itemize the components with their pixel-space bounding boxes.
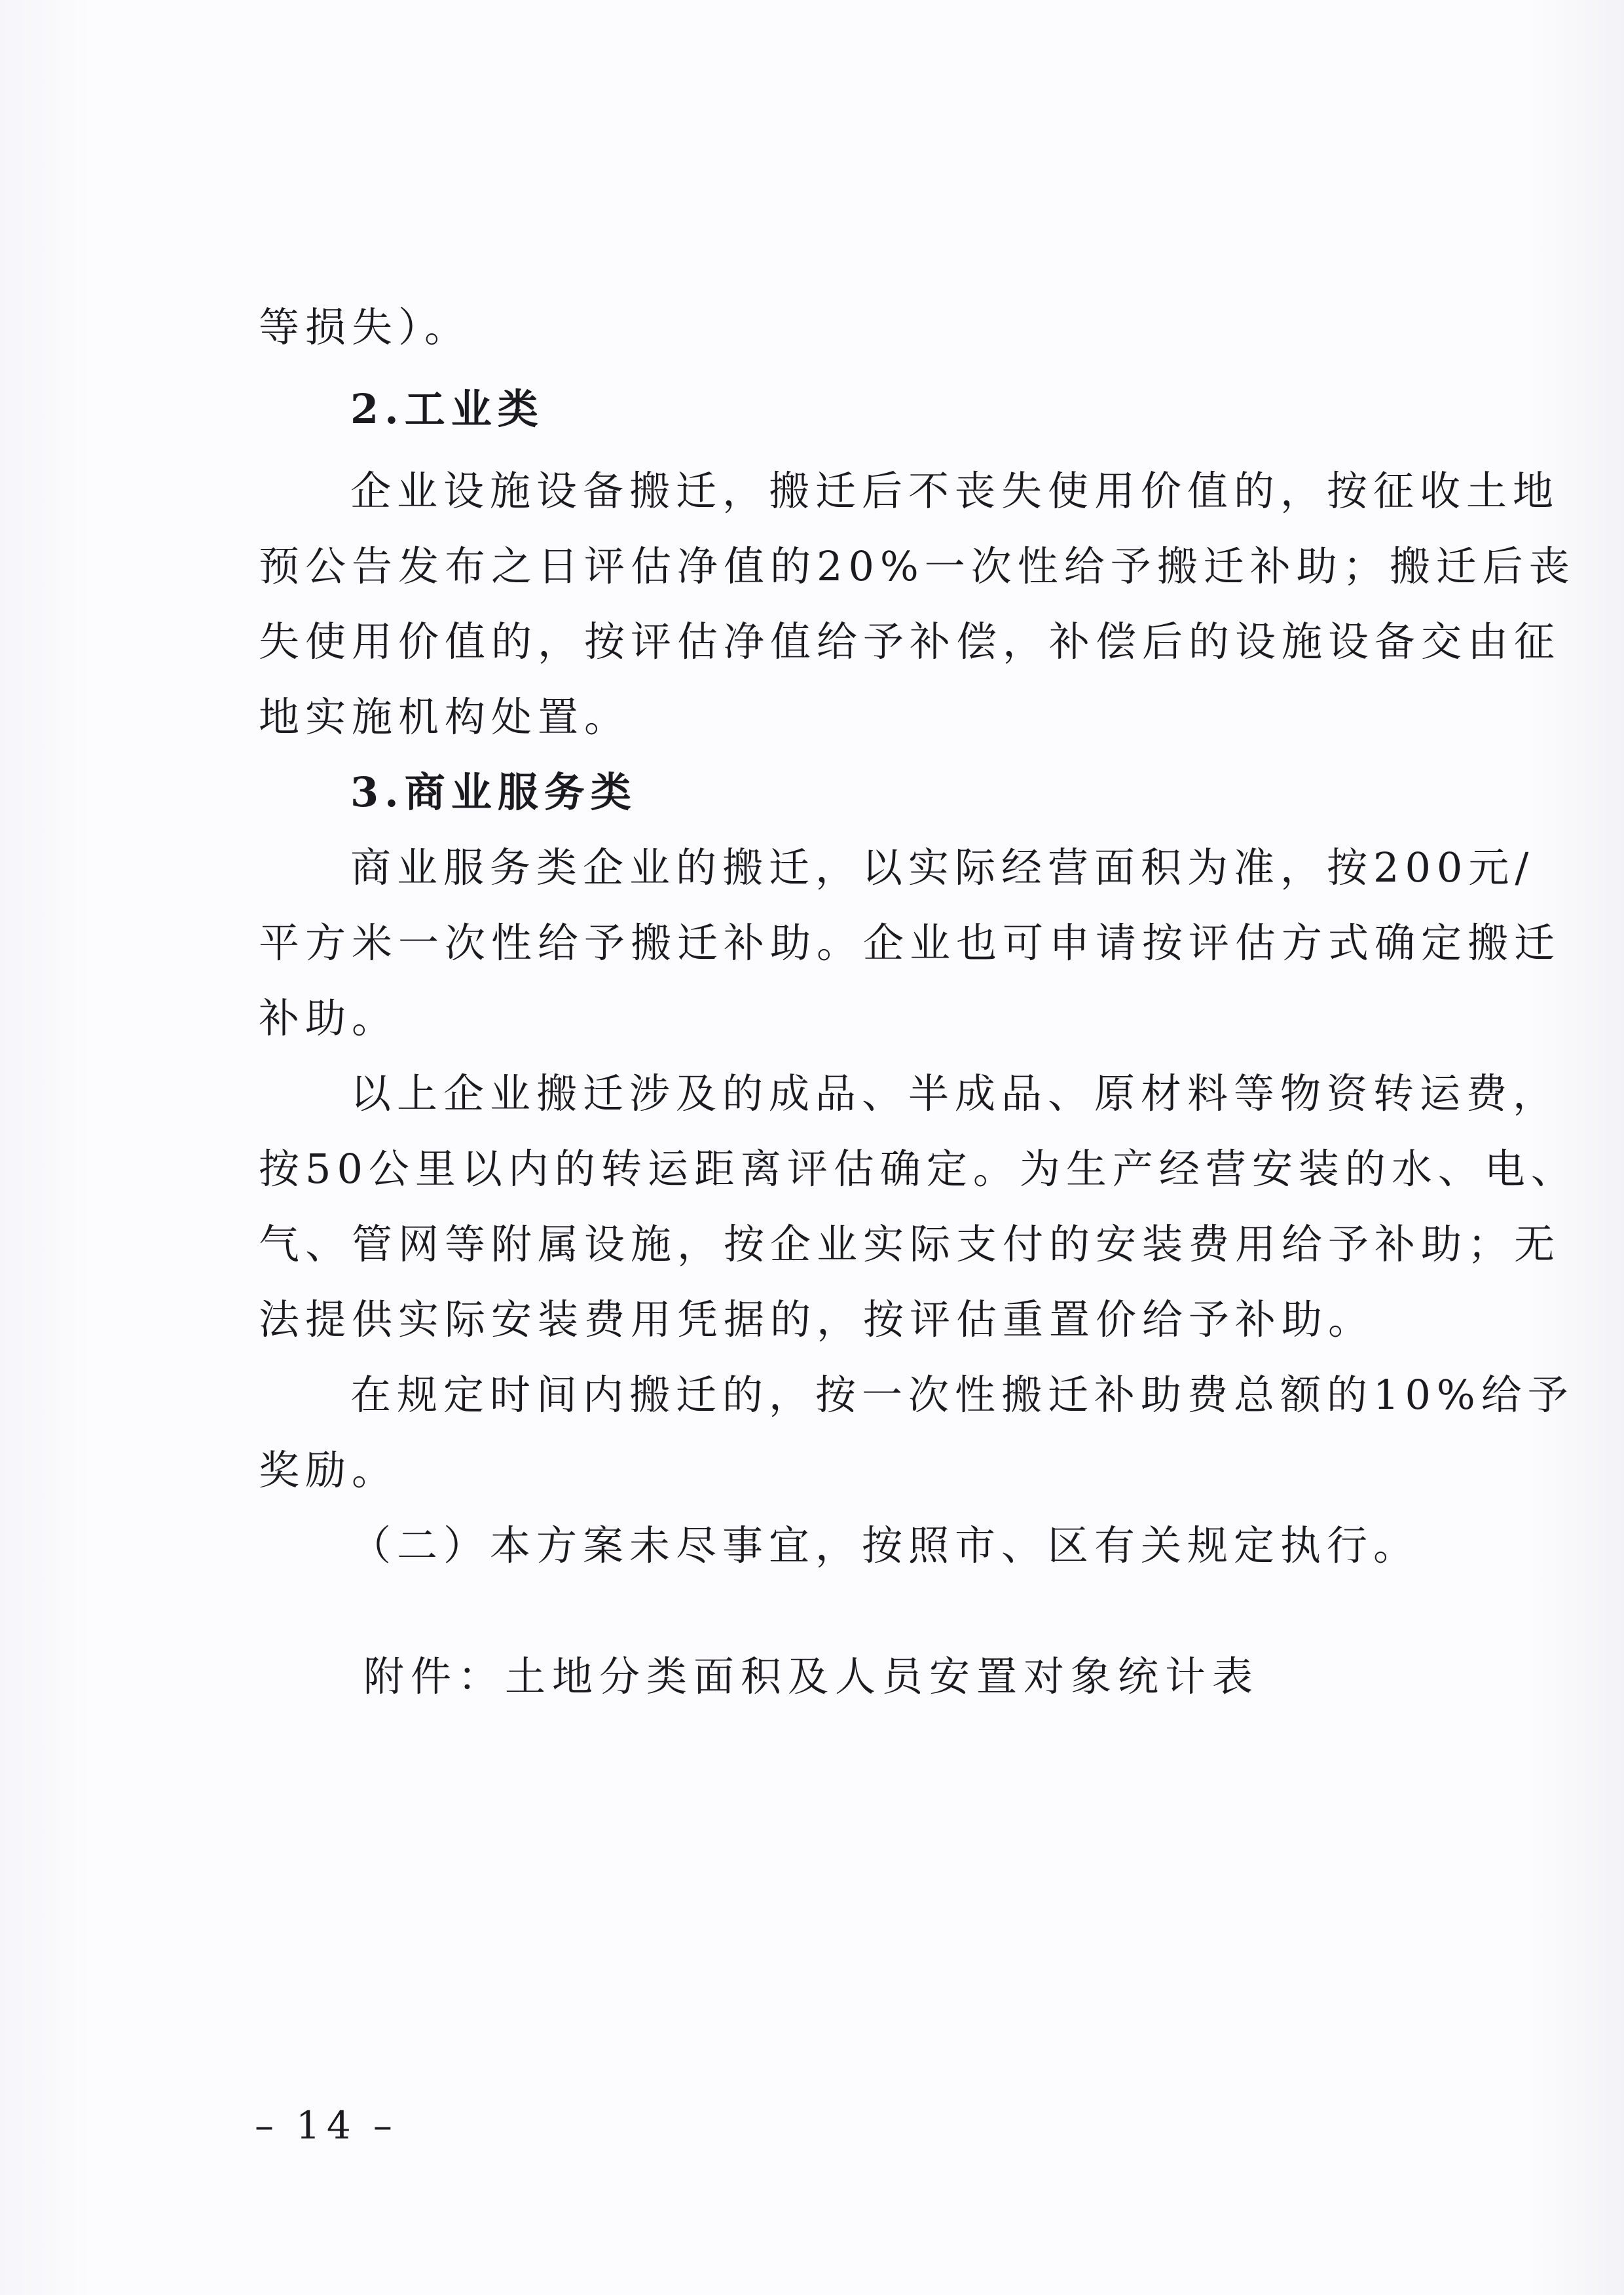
text-line: （二）本方案未尽事宜，按照市、区有关规定执行。	[350, 1521, 1420, 1569]
page-number	[239, 2102, 415, 2148]
page-number-value: 14	[296, 2103, 358, 2148]
text-line: 补助。	[259, 994, 399, 1042]
text-line: 地实施机构处置。	[259, 693, 631, 741]
text-line: 等损失）。	[259, 303, 471, 351]
text-line: 在规定时间内搬迁的，按一次性搬迁补助费总额的10%给予	[350, 1371, 1574, 1419]
text-line: 以上企业搬迁涉及的成品、半成品、原材料等物资转运费，	[350, 1070, 1560, 1117]
page-number-dash-left: –	[255, 2103, 280, 2148]
text-line: 奖励。	[259, 1446, 399, 1494]
page-number-dash-right: –	[373, 2103, 399, 2148]
text-line: 气、管网等附属设施，按企业实际支付的安装费用给予补助；无	[259, 1220, 1561, 1268]
section-heading: 3.商业服务类	[350, 768, 637, 816]
text-line: 按50公里以内的转运距离评估确定。为生产经营安装的水、电、	[259, 1145, 1578, 1193]
text-line: 商业服务类企业的搬迁，以实际经营面积为准，按200元/	[350, 844, 1535, 891]
attachment-line: 附件：土地分类面积及人员安置对象统计表	[363, 1652, 1260, 1700]
text-line: 法提供实际安装费用凭据的，按评估重置价给予补助。	[259, 1296, 1375, 1343]
text-line: 预公告发布之日评估净值的20%一次性给予搬迁补助；搬迁后丧	[259, 542, 1576, 590]
text-line: 平方米一次性给予搬迁补助。企业也可申请按评估方式确定搬迁	[259, 919, 1561, 967]
text-line: 失使用价值的，按评估净值给予补偿，补偿后的设施设备交由征	[259, 618, 1561, 665]
section-heading: 2.工业类	[350, 385, 544, 433]
text-line: 企业设施设备搬迁，搬迁后不丧失使用价值的，按征收土地	[350, 467, 1560, 515]
